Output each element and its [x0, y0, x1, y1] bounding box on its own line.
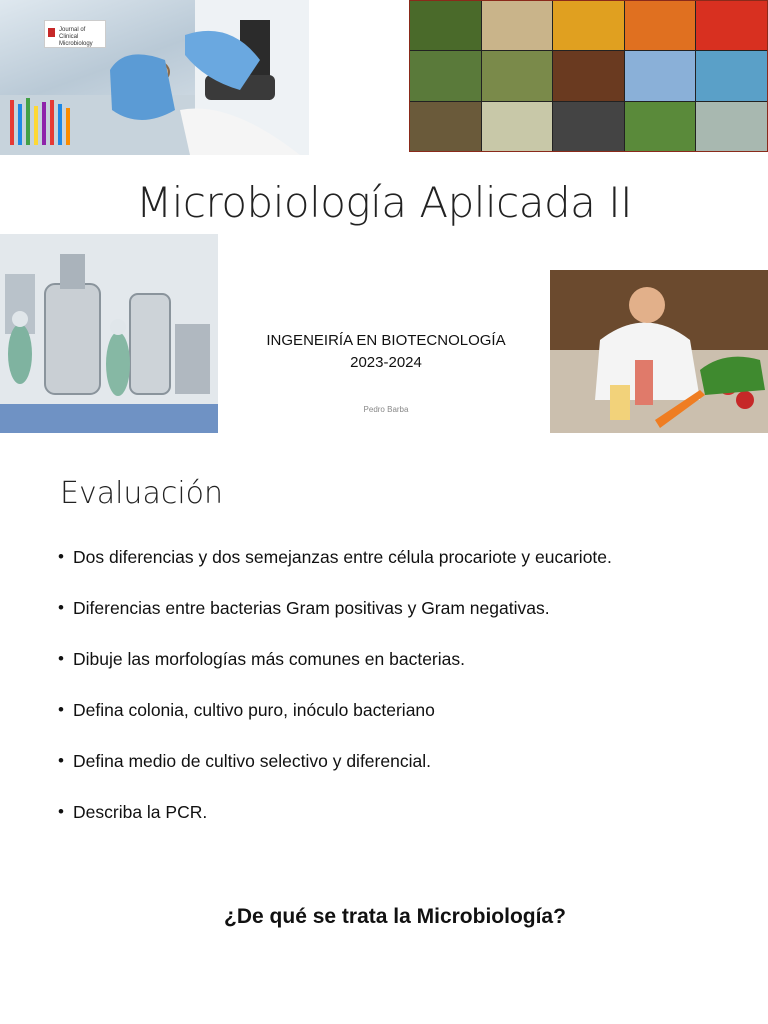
collage-tile	[625, 1, 696, 50]
program-subtitle	[218, 330, 554, 374]
collage-tile	[696, 1, 767, 50]
academic-year: 2023-2024	[350, 354, 422, 371]
collage-tile	[482, 1, 553, 50]
collage-tile	[625, 51, 696, 100]
scientist-photo	[550, 270, 768, 433]
collage-tile	[553, 51, 624, 100]
author-name: Pedro Barba	[363, 405, 409, 414]
collage-tile	[410, 51, 481, 100]
program-name: INGENEIRÍA EN BIOTECNOLOGÍA	[266, 332, 506, 349]
journal-logo-text: Journal of Clinical Microbiology	[59, 27, 93, 47]
journal-logo-mark-icon	[48, 28, 55, 37]
bioreactor-photo	[0, 234, 218, 433]
collage-tile	[482, 102, 553, 151]
collage-tile	[553, 102, 624, 151]
evaluation-heading: Evaluación	[60, 476, 224, 511]
list-item: • Diferencias entre bacterias Gram positivas y Gram negativas.	[58, 596, 758, 647]
slide-title: Microbiología Aplicada II	[136, 178, 632, 227]
collage-tile	[482, 51, 553, 100]
collage-tile	[553, 1, 624, 50]
list-item: • Describa la PCR.	[58, 800, 758, 851]
collage-tile	[410, 102, 481, 151]
nature-collage	[409, 0, 768, 152]
lab-photo	[0, 0, 309, 155]
collage-tile	[696, 51, 767, 100]
scientist-illustration	[550, 270, 768, 433]
list-item: • Dibuje las morfologías más comunes en bacterias.	[58, 647, 758, 698]
collage-tile	[410, 1, 481, 50]
list-item: • Dos diferencias y dos semejanzas entre célula procariote y eucariote.	[58, 545, 758, 596]
list-item: • Defina medio de cultivo selectivo y diferencial.	[58, 749, 758, 800]
journal-logo	[44, 20, 106, 48]
evaluation-list	[58, 545, 758, 851]
list-item: • Defina colonia, cultivo puro, inóculo bacteriano	[58, 698, 758, 749]
collage-tile	[696, 102, 767, 151]
bioreactor-illustration	[0, 234, 218, 433]
closing-question: ¿De qué se trata la Microbiología?	[224, 905, 566, 928]
collage-tile	[625, 102, 696, 151]
